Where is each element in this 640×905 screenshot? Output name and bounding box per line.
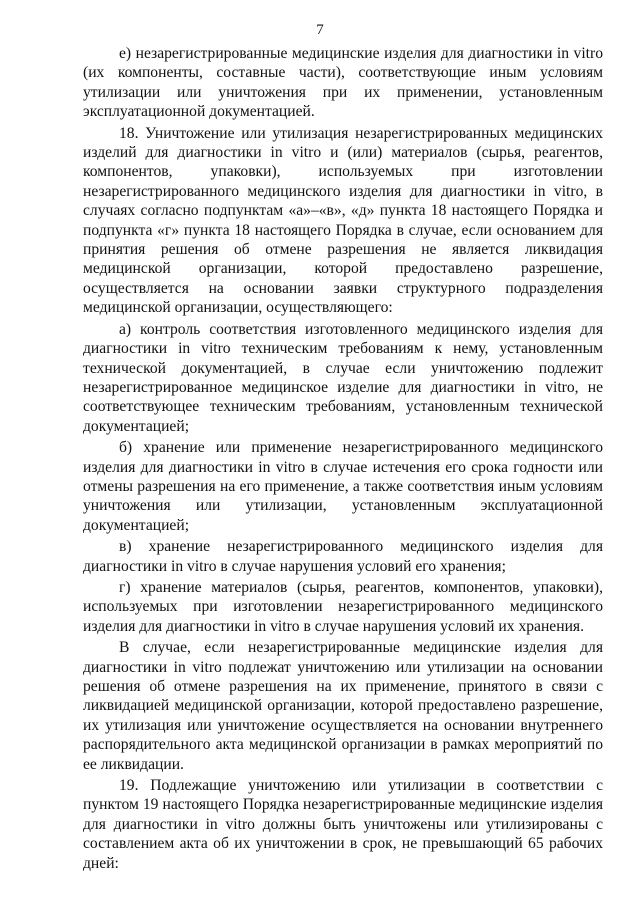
paragraph-19: 19. Подлежащие уничтожению или утилизации в соответствии с пунктом 19 настоящего Порядка незарегистрированные медицинские изделия для диагностики in vitro должны быть уничтожены или утилизированы с составлением акта об их уничтожении в срок, не превышающий 65 рабочих дней: <box>83 777 603 872</box>
paragraph-item-v: в) хранение незарегистрированного медицинского изделия для диагностики in vitro в случае нарушения условий его хранения; <box>83 538 603 575</box>
document-body <box>83 44 603 873</box>
paragraph-liquidation-case: В случае, если незарегистрированные медицинские изделия для диагностики in vitro подлежат уничтожению или утилизации на основании решения об отмене разрешения на их применение, принятого в связи с ликвидацией медицинской организации, которой предоставлено разрешение, их утилизация или уничтожение осуществляется на основании внутреннего распорядительного акта медицинской организации в рамках мероприятий по ее ликвидации. <box>83 639 603 773</box>
paragraph-item-a: а) контроль соответствия изготовленного медицинского изделия для диагностики in vitro техническим требованиям к нему, установленным технической документацией, в случае если уничтожению подлежит незарегистрированное медицинское изделие для диагностики in vitro, не соответствующее техническим требованиям, установленным технической документацией; <box>83 320 603 435</box>
paragraph-18: 18. Уничтожение или утилизация незарегистрированных медицинских изделий для диагностики in vitro и (или) материалов (сырья, реагентов, компонентов, упаковки), используемых при изготовлении незарегистрированного медицинского изделия для диагностики in vitro, в случаях согласно подпунктам «а»–«в», «д» пункта 18 настоящего Порядка и подпункта «г» пункта 18 настоящего Порядка в случае, если основанием для принятия решения об отмене разрешения не является ликвидация медицинской организации, которой предоставлено разрешение, осуществляется на основании заявки структурного подразделения медицинской организации, осуществляющего: <box>83 124 603 317</box>
paragraph-item-b: б) хранение или применение незарегистрированного медицинского изделия для диагностики in vitro в случае истечения его срока годности или отмены разрешения на его применение, а также соответствия иным условиям уничтожения или утилизации, установленным эксплуатационной документацией; <box>83 439 603 534</box>
paragraph-item-e: е) незарегистрированные медицинские изделия для диагностики in vitro (их компоненты, составные части), соответствующие иным условиям утилизации или уничтожения при их применении, установленным эксплуатационной документацией. <box>83 45 603 121</box>
page-number: 7 <box>316 22 324 38</box>
paragraph-item-g: г) хранение материалов (сырья, реагентов, компонентов, упаковки), используемых при изготовлении незарегистрированного медицинского изделия для диагностики in vitro в случае нарушения условий их хранения. <box>83 578 603 635</box>
